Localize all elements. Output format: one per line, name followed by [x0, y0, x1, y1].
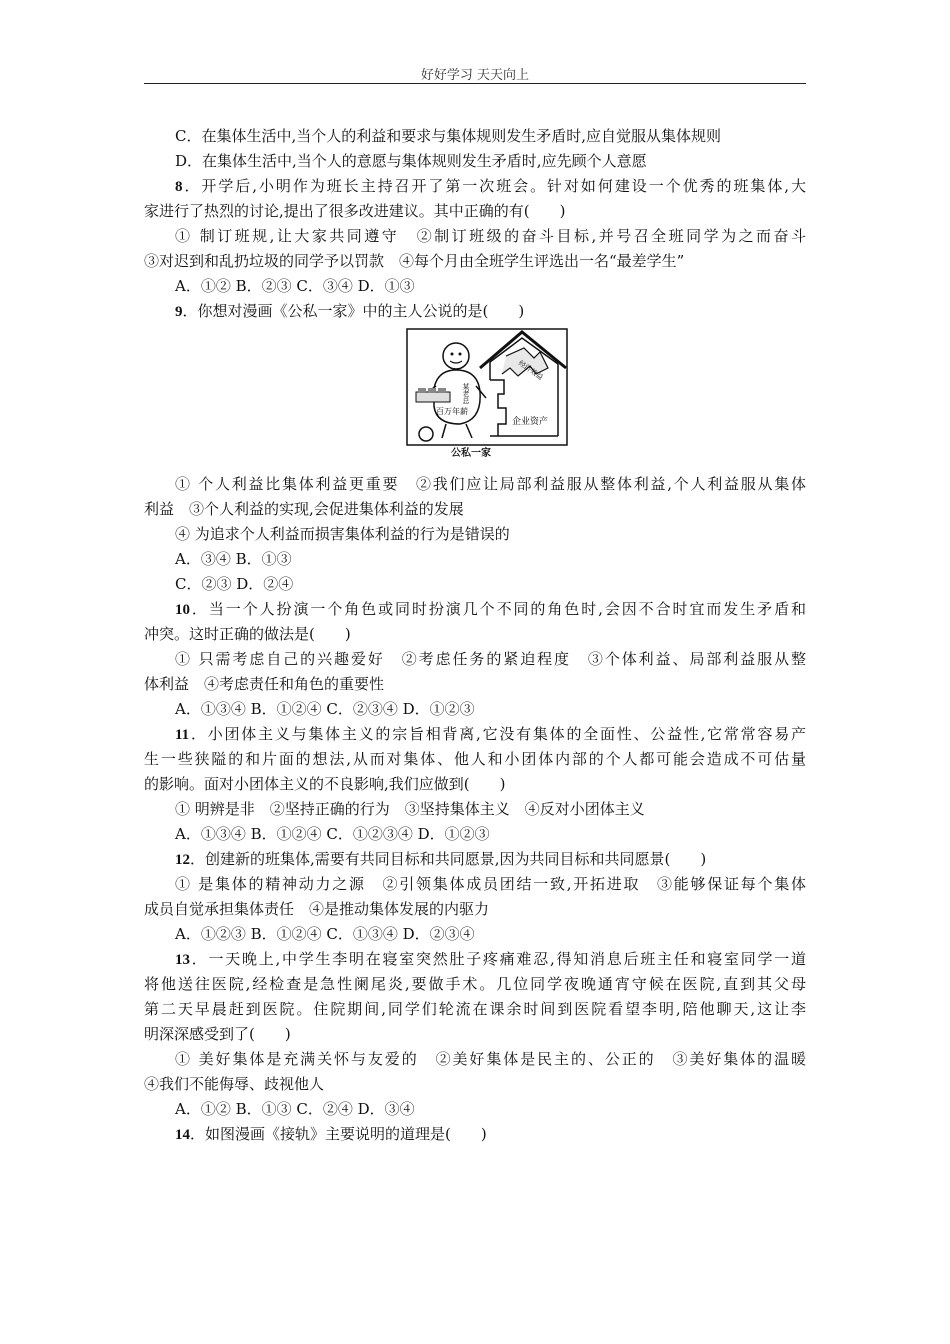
cartoon-image — [406, 328, 568, 446]
economic-benefit-label: 经济效益 — [516, 359, 545, 382]
q11-stem-line2: 生一些狭隘的和片面的想法,从而对集体、他人和小团体内部的个人都可能会造成不可估量 — [144, 750, 806, 768]
q11-options: ① 明辨是非 ②坚持正确的行为 ③坚持集体主义 ④反对小团体主义 — [175, 800, 645, 818]
q11-stem-line3: 的影响。面对小团体主义的不良影响,我们应做到( ) — [144, 775, 506, 793]
q12-stem — [144, 847, 806, 872]
q10-stem-line1 — [144, 597, 806, 622]
q9-answers-line1: A．③④ B．①③ — [175, 550, 292, 568]
q13-answers: A．①② B．①③ C．②④ D．③④ — [175, 1100, 415, 1118]
q10-options-line2: 体利益 ④考虑责任和角色的重要性 — [144, 675, 385, 693]
q14-stem — [144, 1122, 806, 1147]
q12-stem-text: ．创建新的班集体,需要有共同目标和共同愿景,因为共同目标和共同愿景( ) — [190, 850, 707, 868]
q13-stem-line1 — [144, 947, 806, 972]
q9-answers-line2: C．②③ D．②④ — [175, 575, 294, 593]
q12-options-line1: ① 是集体的精神动力之源 ②引领集体成员团结一致,开拓进取 ③能够保证每个集体 — [175, 875, 806, 893]
q13-stem-line4: 明深深感受到了( ) — [144, 1025, 291, 1043]
q8-stem-line1 — [144, 174, 806, 199]
q13-options-line1: ① 美好集体是充满关怀与友爱的 ②美好集体是民主的、公正的 ③美好集体的温暖 — [175, 1050, 806, 1068]
q8-stem-line2: 家进行了热烈的讨论,提出了很多改进建议。其中正确的有( ) — [144, 202, 566, 220]
q10-options-line1: ① 只需考虑自己的兴趣爱好 ②考虑任务的紧迫程度 ③个体利益、局部利益服从整 — [175, 650, 806, 668]
q10-stem-line2: 冲突。这时正确的做法是( ) — [144, 625, 351, 643]
q9-number: 9 — [175, 304, 183, 320]
q9-stem-text: ．你想对漫画《公私一家》中的主人公说的是( ) — [182, 302, 525, 320]
q8-options-line2: ③对迟到和乱扔垃圾的同学予以罚款 ④每个月由全班学生评选出一名“最差学生” — [144, 252, 685, 270]
enterprise-assets-label: 企业资产 — [512, 417, 549, 427]
cartoon-figure — [406, 328, 568, 472]
q13-options-line2: ④我们不能侮辱、歧视他人 — [144, 1075, 325, 1093]
document-body — [144, 124, 806, 1147]
q9-options-line1: ① 个人利益比集体利益更重要 ②我们应让局部利益服从整体利益,个人利益服从集体 — [175, 475, 806, 493]
page-header: 好好学习 天天向上 — [420, 68, 530, 83]
cartoon-caption: 公私一家 — [451, 448, 491, 459]
q10-answers: A．①③④ B．①②④ C．②③④ D．①②③ — [175, 700, 475, 718]
q11-answers: A．①③④ B．①②④ C．①②③④ D．①②③ — [175, 825, 490, 843]
q11-number: 11 — [175, 727, 190, 743]
header-divider — [144, 83, 806, 84]
q12-answers: A．①②③ B．①②④ C．①③④ D．②③④ — [175, 925, 475, 943]
q13-stem-line3: 第二天早晨赶到医院。住院期间,同学们轮流在课余时间到医院看望李明,陪他聊天,这让李 — [144, 1000, 806, 1018]
q8-stem-text: ．开学后,小明作为班长主持召开了第一次班会。针对如何建设一个优秀的班集体,大 — [182, 177, 806, 195]
q10-number: 10 — [175, 602, 190, 618]
q14-stem-text: ．如图漫画《接轨》主要说明的道理是( ) — [190, 1125, 487, 1143]
q12-number: 12 — [175, 852, 190, 868]
q11-stem-line1 — [144, 722, 806, 747]
q13-stem-line2: 将他送往医院,经检查是急性阑尾炎,要做手术。几位同学夜晚通宵守候在医院,直到其父母 — [144, 975, 806, 993]
q9-stem — [144, 299, 806, 324]
q13-number: 13 — [175, 952, 190, 968]
boss-label: 某老总 — [462, 383, 470, 404]
q9-options-line2: 利益 ③个人利益的实现,会促进集体利益的发展 — [144, 500, 464, 518]
q10-stem-text: ．当一个人扮演一个角色或同时扮演几个不同的角色时,会因不合时宜而发生矛盾和 — [190, 600, 806, 618]
q13-stem-text: ．一天晚上,中学生李明在寝室突然肚子疼痛难忍,得知消息后班主任和寝室同学一道 — [190, 950, 806, 968]
q8-number: 8 — [175, 179, 183, 195]
q12-options-line2: 成员自觉承担集体责任 ④是推动集体发展的内驱力 — [144, 900, 490, 918]
q8-answers: A．①② B．②③ C．③④ D．①③ — [175, 277, 415, 295]
q8-options-line1: ① 制订班规,让大家共同遵守 ②制订班级的奋斗目标,并号召全班同学为之而奋斗 — [175, 227, 806, 245]
million-salary-label: 百万年薪 — [436, 407, 468, 416]
q7-option-c: C．在集体生活中,当个人的利益和要求与集体规则发生矛盾时,应自觉服从集体规则 — [175, 127, 722, 145]
q9-options-line3: ④ 为追求个人利益而损害集体利益的行为是错误的 — [175, 525, 510, 543]
q11-stem-text: ．小团体主义与集体主义的宗旨相背离,它没有集体的全面性、公益性,它常常容易产 — [189, 725, 806, 743]
q7-option-d: D．在集体生活中,当个人的意愿与集体规则发生矛盾时,应先顾个人意愿 — [175, 152, 647, 170]
q14-number: 14 — [175, 1127, 190, 1143]
